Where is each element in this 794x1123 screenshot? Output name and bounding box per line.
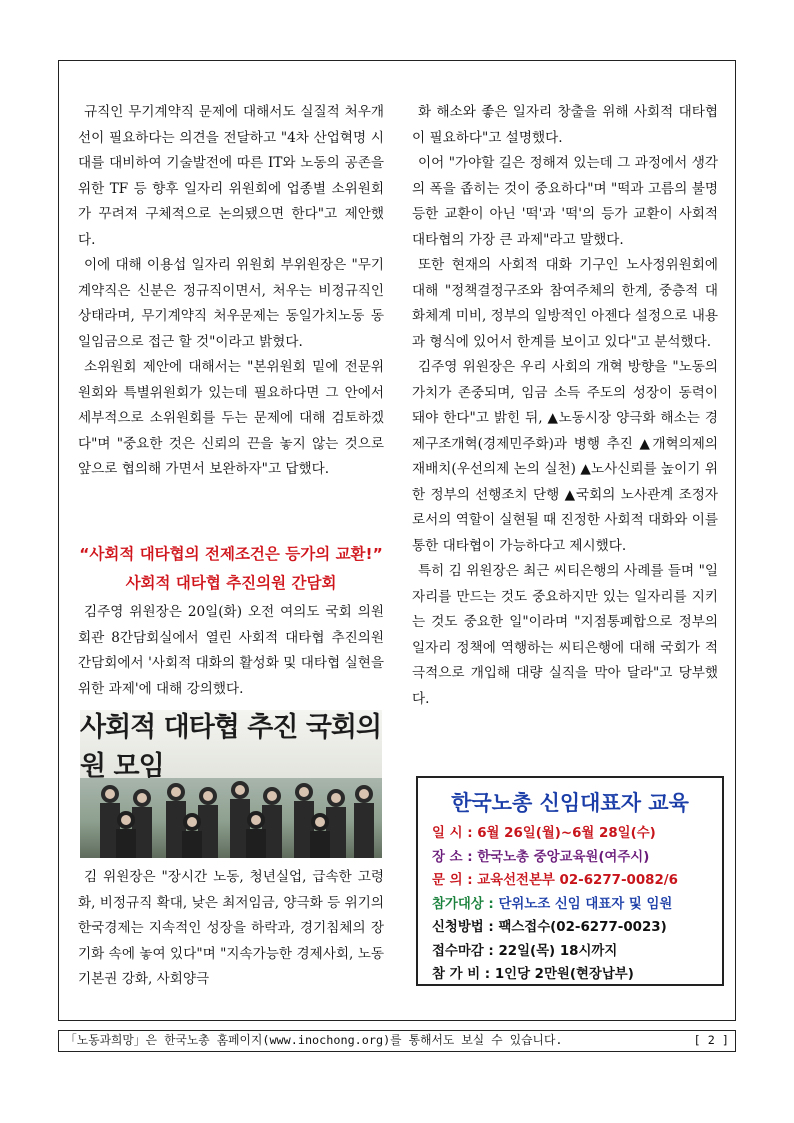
notice-key: 문 의 — [432, 873, 463, 888]
event-photo — [80, 710, 382, 858]
article-paragraph: 특히 김 위원장은 최근 씨티은행의 사례를 들며 "일자리를 만드는 것도 중요하지만 있는 일자리를 지키는 것도 중요한 일"이라며 "지점통폐합으로 정부의 일자리 정책에 역행하는 씨티은행에 대해 국회가 적극적으로 개입해 대량 실직을 막아 달라"고 당부했다. — [412, 563, 718, 707]
notice-row: 참 가 비 : 1인당 2만원(현장납부) — [432, 967, 634, 982]
section-headline — [78, 540, 384, 598]
article-paragraph: 이에 대해 이용섭 일자리 위원회 부위원장은 "무기계약직은 신분은 정규직이면서, 처우는 비정규직인 상태라며, 무기계약직 처우문제는 동일가치노동 동일임금으로 접근 할 것"이라고 밝혔다. — [78, 257, 384, 350]
article-paragraph: 김 위원장은 "장시간 노동, 청년실업, 급속한 고령화, 비정규직 확대, 낮은 최저임금, 양극화 등 위기의 한국경제는 지속적인 성장을 하락과, 경기침체의 장기화 속에 놓여 있다"며 "지속가능한 경제사회, 노동기본권 강화, 사회양극 — [78, 869, 384, 987]
headline-line-1: “사회적 대타협의 전제조건은 등가의 교환!” — [79, 545, 383, 563]
headline-line-2: 사회적 대타협 추진의원 간담회 — [125, 574, 337, 592]
left-column — [78, 100, 384, 483]
notice-row: 장 소 : 한국노총 중앙교육원(여주시) — [432, 849, 650, 865]
notice-key: 일 시 — [432, 826, 463, 841]
notice-value: 1인당 2만원(현장납부) — [494, 967, 634, 982]
article-paragraph: 소위원회 제안에 대해서는 "본위원회 밑에 전문위원회와 특별위원회가 있는데 필요하다면 그 안에서 세부적으로 소위원회를 두는 문제에 대해 검토하겠다"며 "중요한 것은 신뢰의 끈을 놓지 않는 것으로 앞으로 협의해 가면서 보완하자"고 답했다. — [78, 359, 384, 477]
notice-row: 신청방법 : 팩스접수(02-6277-0023) — [432, 920, 667, 935]
left-lower-text — [78, 600, 384, 702]
article-paragraph: 또한 현재의 사회적 대화 기구인 노사정위원회에 대해 "정책결정구조와 참여주체의 한계, 중층적 대화체계 미비, 정부의 일방적인 아젠다 설정으로 내용과 형식에 있어서 한계를 보이고 있다"고 분석했다. — [412, 257, 719, 350]
notice-row: 참가대상 : 단위노조 신임 대표자 및 임원 — [432, 896, 673, 912]
notice-key: 신청방법 — [432, 920, 484, 935]
notice-key: 장 소 — [432, 849, 463, 865]
article-paragraph: 화 해소와 좋은 일자리 창출을 위해 사회적 대타협이 필요하다"고 설명했다. — [412, 104, 718, 146]
notice-key: 참 가 비 — [432, 967, 481, 982]
article-paragraph: 김주영 위원장은 20일(화) 오전 여의도 국회 의원회관 8간담회실에서 열린 사회적 대타협 추진의원 간담회에서 '사회적 대화의 활성화 및 대타협 실현을 위한 과제'에 대해 강의했다. — [78, 604, 384, 697]
notice-value: 교육선전본부 02-6277-0082/6 — [477, 873, 679, 888]
right-column — [412, 100, 718, 712]
photo-banner: 사회적 대타협 추진 국회의원 모임 — [80, 712, 382, 782]
notice-key: 접수마감 — [432, 943, 484, 959]
notice-value: 한국노총 중앙교육원(여주시) — [477, 849, 650, 865]
article-paragraph: 김주영 위원장은 우리 사회의 개혁 방향을 "노동의 가치가 존중되며, 임금 소득 주도의 성장이 동력이 돼야 한다"고 밝힌 뒤, ▲노동시장 양극화 해소는 경제구조개혁(경제민주화)과 병행 추진 ▲개혁의제의 재배치(우선의제 논의 실천) ▲노사신뢰를 높이기 위한 정부의 선행조치 단행 ▲국회의 노사관계 조정자로서의 역할이 실현될 때 진정한 사회적 대화와 이를 통한 대타협이 가능하다고 제시했다. — [412, 359, 719, 554]
footer-text: 「노동과희망」은 한국노총 홈페이지(www.inochong.org)를 통해서도 보실 수 있습니다. — [65, 1033, 563, 1047]
notice-row: 문 의 : 교육선전본부 02-6277-0082/6 — [432, 873, 679, 888]
notice-value: 팩스접수(02-6277-0023) — [498, 920, 667, 935]
notice-key: 참가대상 — [432, 896, 484, 912]
page-footer — [58, 1030, 736, 1052]
group-people-illustration — [80, 772, 382, 858]
page-number: [ 2 ] — [693, 1033, 729, 1047]
notice-title: 한국노총 신임대표자 교육 — [451, 791, 689, 815]
article-paragraph: 이어 "가야할 길은 정해져 있는데 그 과정에서 생각의 폭을 좁히는 것이 중요하다"며 "떡과 고름의 불명등한 교환이 아닌 '떡'과 '떡'의 등가 교환이 사회적 대타협의 가장 큰 과제"라고 말했다. — [412, 155, 718, 248]
notice-value: 6월 26일(월)~6월 28일(수) — [477, 826, 656, 841]
left-bottom-text — [78, 865, 384, 993]
notice-value: 단위노조 신임 대표자 및 임원 — [498, 896, 673, 912]
notice-value: 22일(목) 18시까지 — [498, 943, 618, 959]
notice-box — [416, 776, 724, 986]
notice-row: 접수마감 : 22일(목) 18시까지 — [432, 943, 618, 959]
notice-row: 일 시 : 6월 26일(월)~6월 28일(수) — [432, 826, 656, 841]
article-paragraph: 규직인 무기계약직 문제에 대해서도 실질적 처우개선이 필요하다는 의견을 전달하고 "4차 산업혁명 시대를 대비하여 기술발전에 따른 IT와 노동의 공존을 위한 TF 등 향후 일자리 위원회에 업종별 소위원회가 꾸려져 구체적으로 논의됐으면 한다"고 제안했다. — [78, 104, 384, 248]
